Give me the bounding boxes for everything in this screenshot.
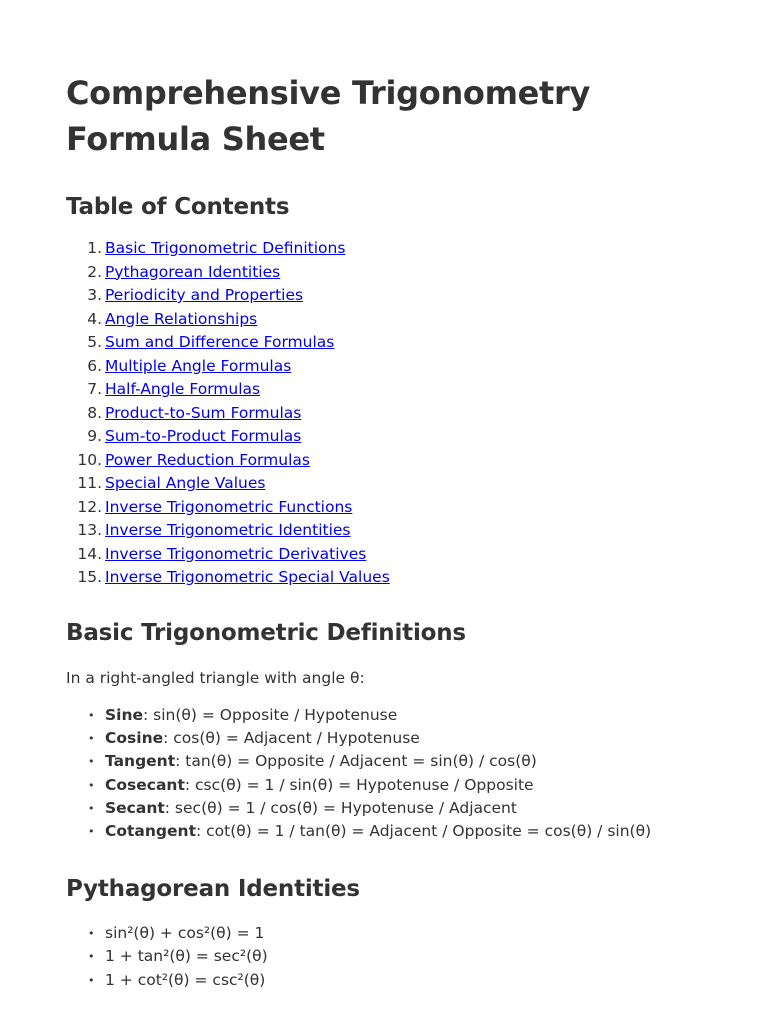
definition-term: Sine [105, 705, 144, 724]
bullet-icon: • [88, 755, 95, 769]
bullet-icon: • [88, 825, 95, 839]
toc-link-periodicity[interactable]: Periodicity and Properties [105, 286, 304, 304]
list-item [66, 750, 702, 773]
list-item [66, 969, 702, 992]
toc-link-multiple-angle[interactable]: Multiple Angle Formulas [105, 356, 292, 375]
bullet-icon: • [88, 802, 95, 816]
toc-item-number: 2. [87, 262, 102, 281]
toc-link-inverse-identities[interactable]: Inverse Trigonometric Identities [105, 521, 351, 539]
bullet-icon: • [88, 708, 95, 722]
page-title: Comprehensive Trigonometry Formula Sheet [66, 74, 591, 158]
toc-item [66, 543, 702, 567]
toc-item-number: 6. [87, 356, 102, 375]
basic-definitions-intro: In a right-angled triangle with angle θ: [66, 668, 365, 687]
toc-item [66, 308, 702, 332]
toc-item-number: 3. [87, 286, 102, 304]
toc-link-inverse-functions[interactable]: Inverse Trigonometric Functions [105, 497, 353, 516]
section-heading-basic-definitions: Basic Trigonometric Definitions [66, 619, 466, 646]
toc-item-number: 14. [77, 544, 102, 563]
basic-definitions-list [66, 704, 702, 844]
definition-term: Tangent [105, 752, 176, 771]
definition-text: : cot(θ) = 1 / tan(θ) = Adjacent / Opposite = cos(θ) / sin(θ) [195, 822, 652, 841]
definition-text: : csc(θ) = 1 / sin(θ) = Hypotenuse / Opposite [184, 775, 534, 794]
toc-item [66, 425, 702, 449]
toc-heading: Table of Contents [66, 194, 290, 220]
definition-term: Cosecant [105, 775, 185, 794]
table-of-contents [66, 237, 702, 590]
toc-item-number: 5. [87, 333, 102, 351]
toc-item-number: 7. [87, 380, 102, 398]
toc-item-number: 1. [87, 239, 102, 257]
toc-link-inverse-special-values[interactable]: Inverse Trigonometric Special Values [105, 568, 390, 586]
toc-link-basic-definitions[interactable]: Basic Trigonometric Definitions [105, 239, 346, 257]
toc-item-number: 13. [77, 521, 102, 539]
toc-item [66, 237, 702, 261]
toc-item-number: 8. [87, 403, 102, 422]
toc-item-number: 10. [77, 450, 102, 469]
bullet-icon: • [88, 778, 95, 792]
definition-text: : tan(θ) = Opposite / Adjacent = sin(θ) / cos(θ) [175, 752, 537, 771]
toc-item [66, 519, 702, 543]
toc-item [66, 378, 702, 402]
bullet-icon: • [88, 973, 95, 987]
toc-link-product-to-sum[interactable]: Product-to-Sum Formulas [105, 403, 302, 422]
toc-item [66, 261, 702, 285]
toc-link-sum-difference[interactable]: Sum and Difference Formulas [105, 333, 335, 351]
list-item [66, 797, 702, 820]
toc-item [66, 449, 702, 473]
definition-term: Secant [105, 799, 165, 818]
toc-link-inverse-derivatives[interactable]: Inverse Trigonometric Derivatives [105, 544, 367, 563]
identity-text: sin²(θ) + cos²(θ) = 1 [105, 923, 265, 942]
list-item [66, 922, 702, 945]
list-item [66, 774, 702, 797]
toc-link-half-angle[interactable]: Half-Angle Formulas [105, 380, 261, 398]
toc-item [66, 496, 702, 520]
toc-link-pythagorean-identities[interactable]: Pythagorean Identities [105, 262, 281, 281]
toc-link-special-angle-values[interactable]: Special Angle Values [105, 474, 266, 492]
definition-text: : cos(θ) = Adjacent / Hypotenuse [163, 728, 420, 747]
list-item [66, 945, 702, 968]
toc-item [66, 331, 702, 355]
definition-term: Cosine [105, 728, 164, 747]
toc-item-number: 15. [77, 568, 102, 586]
definition-text: : sin(θ) = Opposite / Hypotenuse [143, 705, 398, 724]
toc-item [66, 402, 702, 426]
toc-item-number: 11. [77, 474, 102, 492]
pythagorean-identities-list [66, 922, 702, 992]
toc-item [66, 472, 702, 496]
toc-item-number: 4. [87, 309, 102, 328]
toc-link-angle-relationships[interactable]: Angle Relationships [105, 309, 258, 328]
identity-text: 1 + cot²(θ) = csc²(θ) [105, 970, 266, 989]
toc-item [66, 355, 702, 379]
list-item [66, 704, 702, 727]
toc-link-power-reduction[interactable]: Power Reduction Formulas [105, 450, 310, 469]
definition-term: Cotangent [105, 822, 196, 841]
toc-link-sum-to-product[interactable]: Sum-to-Product Formulas [105, 427, 302, 445]
toc-item [66, 566, 702, 590]
list-item [66, 820, 702, 843]
bullet-icon: • [88, 950, 95, 964]
toc-item [66, 284, 702, 308]
toc-item-number: 12. [77, 497, 102, 516]
bullet-icon: • [88, 731, 95, 745]
bullet-icon: • [88, 926, 95, 940]
toc-item-number: 9. [87, 427, 102, 445]
section-heading-pythagorean-identities: Pythagorean Identities [66, 875, 360, 902]
definition-text: : sec(θ) = 1 / cos(θ) = Hypotenuse / Adjacent [164, 799, 517, 818]
list-item [66, 727, 702, 750]
identity-text: 1 + tan²(θ) = sec²(θ) [105, 947, 268, 966]
